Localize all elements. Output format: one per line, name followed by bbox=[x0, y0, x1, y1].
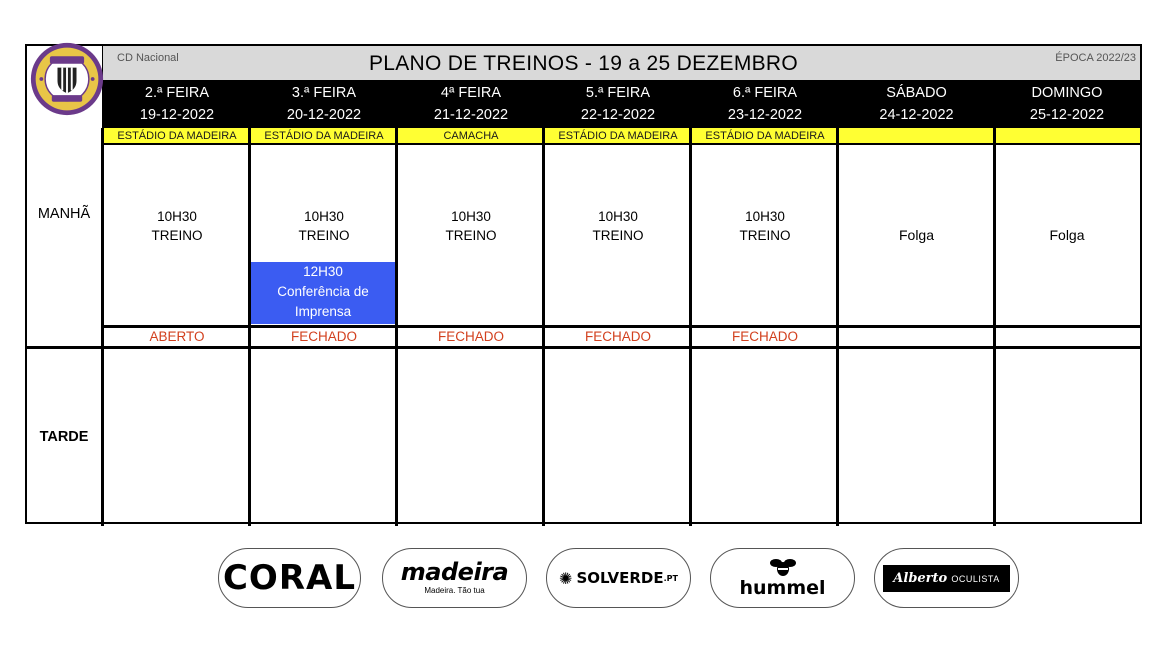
venue-tue: ESTÁDIO DA MADEIRA bbox=[250, 128, 398, 145]
day-name: 3.ª FEIRA bbox=[291, 85, 357, 101]
row-label-morning: MANHÃ bbox=[37, 206, 91, 222]
page-title: PLANO DE TREINOS - 19 a 25 DEZEMBRO bbox=[368, 52, 799, 75]
slot-time: 10H30 bbox=[745, 209, 785, 224]
slot-activity: TREINO bbox=[298, 228, 350, 243]
access-mon: ABERTO bbox=[149, 329, 205, 344]
morning-rest-sun: Folga bbox=[1049, 227, 1085, 243]
venue-wed: CAMACHA bbox=[397, 128, 545, 145]
day-header-sat bbox=[838, 80, 995, 128]
slot-time: 10H30 bbox=[451, 209, 491, 224]
sponsor-solverde-logo bbox=[546, 548, 691, 608]
day-name: 5.ª FEIRA bbox=[585, 85, 651, 101]
access-fri: FECHADO bbox=[731, 329, 798, 344]
slot-activity: TREINO bbox=[739, 228, 791, 243]
training-plan-sheet bbox=[25, 44, 1142, 524]
slot-time: 10H30 bbox=[157, 209, 197, 224]
day-header-thu bbox=[544, 80, 692, 128]
morning-slot-mon bbox=[103, 207, 251, 245]
venue-sun bbox=[994, 128, 1140, 145]
day-name: SÁBADO bbox=[886, 85, 947, 101]
day-header-mon bbox=[103, 80, 251, 128]
slot-activity: TREINO bbox=[445, 228, 497, 243]
morning-slot-tue bbox=[250, 207, 398, 245]
crest-cell bbox=[27, 46, 103, 128]
sponsor-hummel-logo bbox=[710, 548, 855, 608]
slot-activity: TREINO bbox=[151, 228, 203, 243]
morning-slot-thu bbox=[544, 207, 692, 245]
venue-mon: ESTÁDIO DA MADEIRA bbox=[103, 128, 251, 145]
sponsor-solverde-suffix: .PT bbox=[663, 573, 678, 583]
slot-time: 10H30 bbox=[598, 209, 638, 224]
access-thu: FECHADO bbox=[584, 329, 651, 344]
press-time: 12H30 bbox=[303, 264, 343, 279]
access-wed: FECHADO bbox=[437, 329, 504, 344]
day-name: 6.ª FEIRA bbox=[732, 85, 798, 101]
sponsor-alberto-text: Alberto bbox=[893, 570, 948, 586]
day-date: 24-12-2022 bbox=[879, 107, 954, 123]
day-header-fri bbox=[691, 80, 839, 128]
venue-sat bbox=[838, 128, 995, 145]
slot-activity: TREINO bbox=[592, 228, 644, 243]
day-date: 22-12-2022 bbox=[580, 107, 656, 123]
slot-time: 10H30 bbox=[304, 209, 344, 224]
press-line1: Conferência de bbox=[277, 284, 369, 299]
press-conference-block bbox=[250, 262, 396, 324]
sponsor-alberto-logo bbox=[874, 548, 1019, 608]
sponsor-hummel-text: hummel bbox=[739, 577, 826, 599]
day-header-tue bbox=[250, 80, 398, 128]
season-label: ÉPOCA 2022/23 bbox=[1055, 52, 1136, 64]
sun-icon: ✺ bbox=[559, 568, 573, 588]
day-header-sun bbox=[994, 80, 1140, 128]
morning-slot-wed bbox=[397, 207, 545, 245]
access-tue: FECHADO bbox=[290, 329, 357, 344]
club-name: CD Nacional bbox=[117, 52, 179, 64]
day-name: 4ª FEIRA bbox=[440, 85, 502, 101]
day-header-wed bbox=[397, 80, 545, 128]
sponsor-coral-logo bbox=[218, 548, 361, 608]
day-date: 25-12-2022 bbox=[1029, 107, 1105, 123]
day-date: 21-12-2022 bbox=[433, 107, 509, 123]
day-date: 19-12-2022 bbox=[139, 107, 215, 123]
alberto-box bbox=[883, 565, 1009, 592]
morning-slot-fri bbox=[691, 207, 839, 245]
day-name: DOMINGO bbox=[1031, 85, 1103, 101]
sponsor-solverde-text: SOLVERDE bbox=[576, 569, 664, 587]
venue-fri: ESTÁDIO DA MADEIRA bbox=[691, 128, 839, 145]
row-label-afternoon: TARDE bbox=[39, 429, 89, 445]
sponsor-madeira-logo bbox=[382, 548, 527, 608]
morning-rest-sat: Folga bbox=[898, 227, 935, 243]
club-crest-logo bbox=[29, 41, 105, 117]
venue-thu: ESTÁDIO DA MADEIRA bbox=[544, 128, 692, 145]
press-line2: Imprensa bbox=[294, 304, 352, 319]
day-date: 20-12-2022 bbox=[286, 107, 362, 123]
bee-icon bbox=[770, 557, 796, 577]
day-name: 2.ª FEIRA bbox=[144, 85, 210, 101]
sponsor-coral-text: CORAL bbox=[222, 558, 356, 598]
day-date: 23-12-2022 bbox=[727, 107, 803, 123]
sponsor-madeira-tagline: Madeira. Tão tua bbox=[424, 586, 485, 595]
sponsor-alberto-suffix: OCULISTA bbox=[951, 573, 1000, 584]
sponsor-madeira-text: madeira bbox=[400, 558, 509, 586]
